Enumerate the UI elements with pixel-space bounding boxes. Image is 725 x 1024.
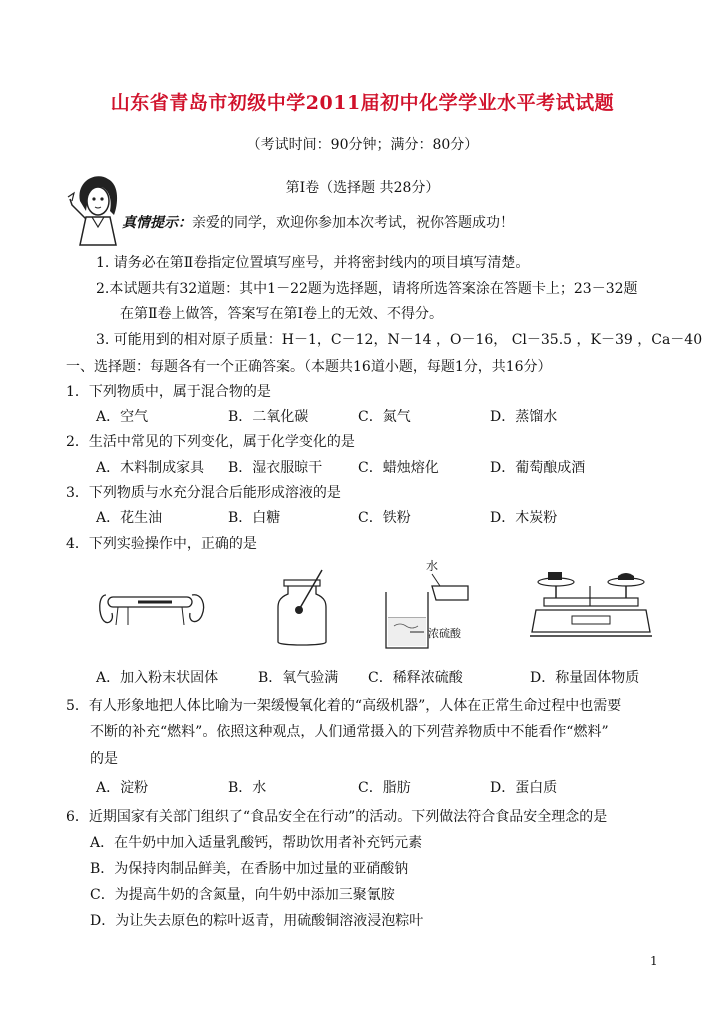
section-heading: 第Ⅰ卷（选择题 共28分） bbox=[285, 180, 440, 196]
q3-option-c: C．铁粉 bbox=[358, 510, 411, 526]
q1-option-b: B．二氧化碳 bbox=[228, 409, 309, 425]
q2-option-b: B．湿衣服晾干 bbox=[228, 460, 323, 476]
q2-option-d: D．葡萄酿成酒 bbox=[490, 460, 586, 476]
figure-c-dilution bbox=[380, 556, 495, 656]
q5-option-c: C．脂肪 bbox=[358, 780, 411, 796]
instruction-2-cont: 在第Ⅱ卷上做答，答案写在第Ⅰ卷上的无效、不得分。 bbox=[120, 306, 444, 322]
question-5-line-3: 的是 bbox=[90, 751, 118, 767]
question-2-stem: 2．生活中常见的下列变化，属于化学变化的是 bbox=[66, 434, 355, 450]
q5-option-d: D．蛋白质 bbox=[490, 780, 558, 796]
q1-option-c: C．氮气 bbox=[358, 409, 411, 425]
q6-option-b: B．为保持肉制品鲜美，在香肠中加过量的亚硝酸钠 bbox=[90, 861, 409, 877]
q1-option-a: A．空气 bbox=[96, 409, 149, 425]
question-1-stem: 1．下列物质中，属于混合物的是 bbox=[66, 384, 271, 400]
q3-option-b: B．白糖 bbox=[228, 510, 281, 526]
q5-option-b: B．水 bbox=[228, 780, 267, 796]
figure-d-balance bbox=[528, 566, 658, 646]
exam-info: （考试时间：90分钟；满分：80分） bbox=[246, 137, 479, 153]
figure-c-acid-label: 浓硫酸 bbox=[428, 627, 461, 640]
q4-option-b: B．氧气验满 bbox=[258, 670, 339, 686]
question-5-line-1: 5．有人形象地把人体比喻为一架缓慢氧化着的“高级机器”，人体在正常生命过程中也需要 bbox=[66, 698, 622, 714]
q4-option-d: D．称量固体物质 bbox=[530, 670, 640, 686]
figure-b-oxygen-bottle bbox=[270, 568, 334, 650]
tip-text: 亲爱的同学，欢迎你参加本次考试，祝你答题成功！ bbox=[192, 215, 514, 231]
figure-c-water-label: 水 bbox=[426, 559, 439, 573]
instruction-2: 2.本试题共有32道题：其中1－22题为选择题，请将所选答案涂在答题卡上；23－32题 bbox=[96, 281, 638, 297]
question-5-line-2: 不断的补充“燃料”。依照这种观点，人们通常摄入的下列营养物质中不能看作“燃料” bbox=[90, 724, 609, 740]
q5-option-a: A．淀粉 bbox=[96, 780, 149, 796]
q6-option-a: A．在牛奶中加入适量乳酸钙，帮助饮用者补充钙元素 bbox=[90, 835, 423, 851]
q3-option-d: D．木炭粉 bbox=[490, 510, 558, 526]
figure-a-test-tube bbox=[98, 585, 208, 635]
page-number: 1 bbox=[650, 954, 658, 968]
q6-option-d: D．为让失去原色的粽叶返青，用硫酸铜溶液浸泡粽叶 bbox=[90, 913, 424, 929]
tip-line bbox=[122, 212, 514, 232]
q3-option-a: A．花生油 bbox=[96, 510, 163, 526]
part-heading: 一、选择题：每题各有一个正确答案。（本题共16道小题，每题1分，共16分） bbox=[66, 359, 552, 375]
q2-option-c: C．蜡烛熔化 bbox=[358, 460, 439, 476]
q4-option-c: C．稀释浓硫酸 bbox=[368, 670, 463, 686]
exam-title: 山东省青岛市初级中学2011届初中化学学业水平考试试题 bbox=[110, 92, 615, 114]
tip-label: 真情提示： bbox=[122, 215, 192, 231]
question-6-stem: 6．近期国家有关部门组织了“食品安全在行动”的活动。下列做法符合食品安全理念的是 bbox=[66, 809, 608, 825]
instruction-1: 1. 请务必在第Ⅱ卷指定位置填写座号，并将密封线内的项目填写清楚。 bbox=[96, 255, 530, 271]
q1-option-d: D．蒸馏水 bbox=[490, 409, 558, 425]
q4-option-a: A．加入粉末状固体 bbox=[96, 670, 219, 686]
question-3-stem: 3．下列物质与水充分混合后能形成溶液的是 bbox=[66, 485, 341, 501]
q6-option-c: C．为提高牛奶的含氮量，向牛奶中添加三聚氰胺 bbox=[90, 887, 395, 903]
instruction-3: 3. 可能用到的相对原子质量：H－1，C－12，N－14 ，O－16， Cl－35.5 ，K－39 ，Ca－40 bbox=[96, 332, 703, 348]
question-4-stem: 4．下列实验操作中，正确的是 bbox=[66, 536, 257, 552]
girl-illustration bbox=[66, 171, 128, 249]
q2-option-a: A．木料制成家具 bbox=[96, 460, 205, 476]
